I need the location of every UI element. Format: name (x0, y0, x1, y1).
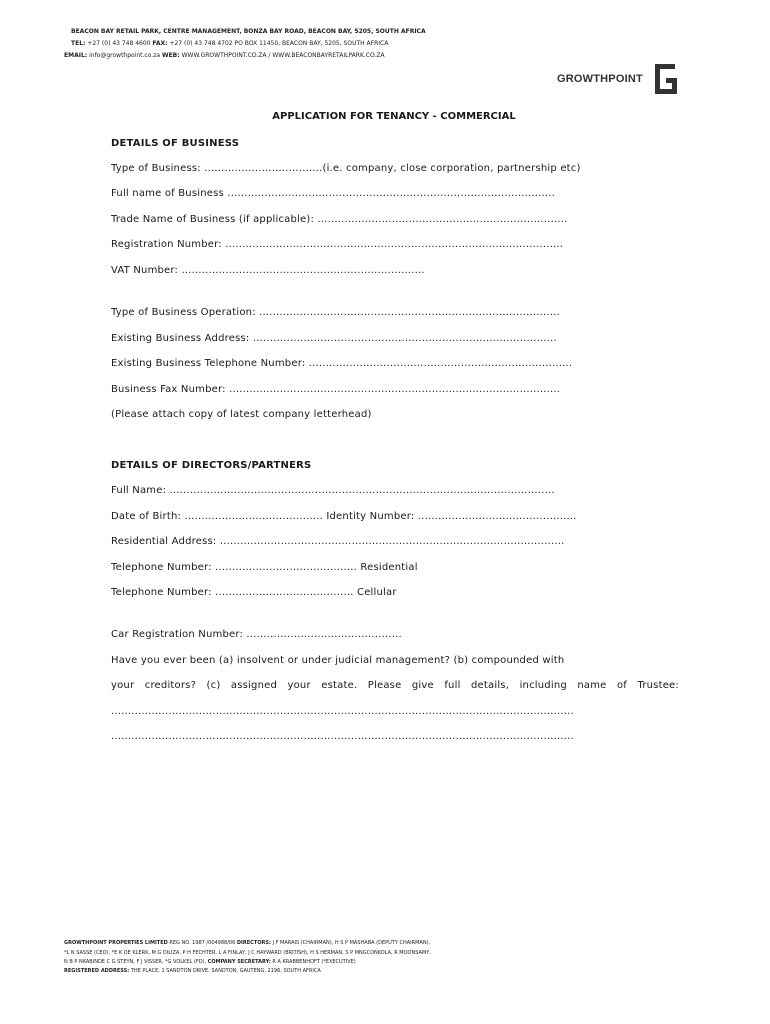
web-value: WWW.GROWTHPOINT.CO.ZA / WWW.BEACONBAYRETAILPARK.CO.ZA (181, 52, 385, 59)
tel-value: +27 (0) 43 748 4600 (87, 40, 151, 47)
word: your (287, 680, 311, 691)
dob-identity-field[interactable]: Date of Birth: ......................................... Identity Number: ............................................... (111, 511, 577, 522)
footer-directors: J F MARAIS (CHAIRMAN), H S P MASHABA (DEPUTY CHAIRMAN), (272, 940, 431, 946)
header-contact (71, 40, 388, 47)
email-value: info@growthpoint.co.za (89, 52, 161, 59)
director-full-name-field[interactable]: Full Name: .................................................................................................................. (111, 485, 555, 496)
footer-line-3 (64, 959, 356, 965)
letterhead-note: (Please attach copy of latest company letterhead) (111, 409, 372, 420)
footer-directors-label: DIRECTORS: (236, 940, 271, 946)
insolvency-question-cont (111, 680, 679, 691)
vat-number-field[interactable]: VAT Number: ........................................................................ (111, 265, 425, 276)
header-address: BEACON BAY RETAIL PARK, CENTRE MANAGEMENT, BONZA BAY ROAD, BEACON BAY, 5205, SOUTH AFRICA (71, 28, 426, 35)
footer-address-label: REGISTERED ADDRESS: (64, 968, 130, 974)
footer-secretary-label: COMPANY SECRETARY: (207, 959, 271, 965)
logo-mark-icon (651, 62, 681, 96)
trustee-details-line-2[interactable]: ......................................................................................................................................... (111, 731, 574, 742)
header-web (64, 52, 385, 59)
business-type-field[interactable]: Type of Business: ...................................(i.e. company, close corporation, partnership etc) (111, 163, 581, 174)
business-telephone-field[interactable]: Existing Business Telephone Number: .............................................................................. (111, 358, 573, 369)
footer-line-2: *L N SASSE (CEO), *E K DE KLERK, M G DILIZA, P H FECHTER, L A FINLAY, J C HAYWARD (BRITISH), H S HERMAN, S P MNGCONKOLA, R MOONSAMY, (64, 950, 431, 956)
business-heading: DETAILS OF BUSINESS (111, 138, 240, 149)
footer-reg: REG NO. 1987 /004988/06 (169, 940, 236, 946)
page-title: APPLICATION FOR TENANCY - COMMERCIAL (272, 111, 516, 122)
business-operation-field[interactable]: Type of Business Operation: ......................................................................................... (111, 307, 560, 318)
email-label: EMAIL: (64, 52, 88, 59)
telephone-cellular-field[interactable]: Telephone Number: ......................................... Cellular (111, 587, 397, 598)
word: creditors? (144, 680, 197, 691)
word: full (444, 680, 461, 691)
growthpoint-logo (557, 62, 681, 96)
word: your (111, 680, 135, 691)
web-label: WEB: (161, 52, 180, 59)
footer-secretary: R A KRABBENHOFT (*EXECUTIVE) (272, 959, 356, 965)
footer-directors-cont: N B P NKABINDE C G STEYN, F J VISSER, *G VOLKEL (FD), (64, 959, 207, 965)
word: name (577, 680, 607, 691)
word: (c) (206, 680, 221, 691)
word: estate. (321, 680, 358, 691)
word: Trustee: (637, 680, 679, 691)
word: Please (367, 680, 402, 691)
fax-label: FAX: (152, 40, 168, 47)
word: of (616, 680, 628, 691)
insolvency-question: Have you ever been (a) insolvent or under judicial management? (b) compounded with (111, 655, 565, 666)
fax-value: +27 (0) 43 748 4702 PO BOX 11450, BEACON BAY, 5205, SOUTH AFRICA (169, 40, 389, 47)
word: details, (471, 680, 510, 691)
footer-company: GROWTHPOINT PROPERTIES LIMITED (64, 940, 168, 946)
business-full-name-field[interactable]: Full name of Business ................................................................................................. (111, 188, 556, 199)
telephone-residential-field[interactable]: Telephone Number: .......................................... Residential (111, 562, 418, 573)
business-fax-field[interactable]: Business Fax Number: .................................................................................................. (111, 384, 561, 395)
logo-text: GROWTHPOINT (557, 73, 643, 85)
footer-line-1 (64, 940, 430, 946)
directors-heading: DETAILS OF DIRECTORS/PARTNERS (111, 460, 312, 471)
trade-name-field[interactable]: Trade Name of Business (if applicable): .......................................................................... (111, 214, 568, 225)
car-registration-field[interactable]: Car Registration Number: .............................................. (111, 629, 402, 640)
word: assigned (230, 680, 278, 691)
registration-number-field[interactable]: Registration Number: .................................................................................................... (111, 239, 564, 250)
tel-label: TEL: (71, 40, 86, 47)
business-address-field[interactable]: Existing Business Address: .......................................................................................... (111, 333, 557, 344)
word: give (411, 680, 434, 691)
footer-line-4 (64, 968, 321, 974)
trustee-details-line-1[interactable]: ......................................................................................................................................... (111, 706, 574, 717)
residential-address-field[interactable]: Residential Address: ...................................................................................................... (111, 536, 565, 547)
footer-address: THE PLACE, 1 SANDTON DRIVE, SANDTON, GAUTENG, 2196, SOUTH AFRICA (130, 968, 321, 974)
word: including (519, 680, 567, 691)
